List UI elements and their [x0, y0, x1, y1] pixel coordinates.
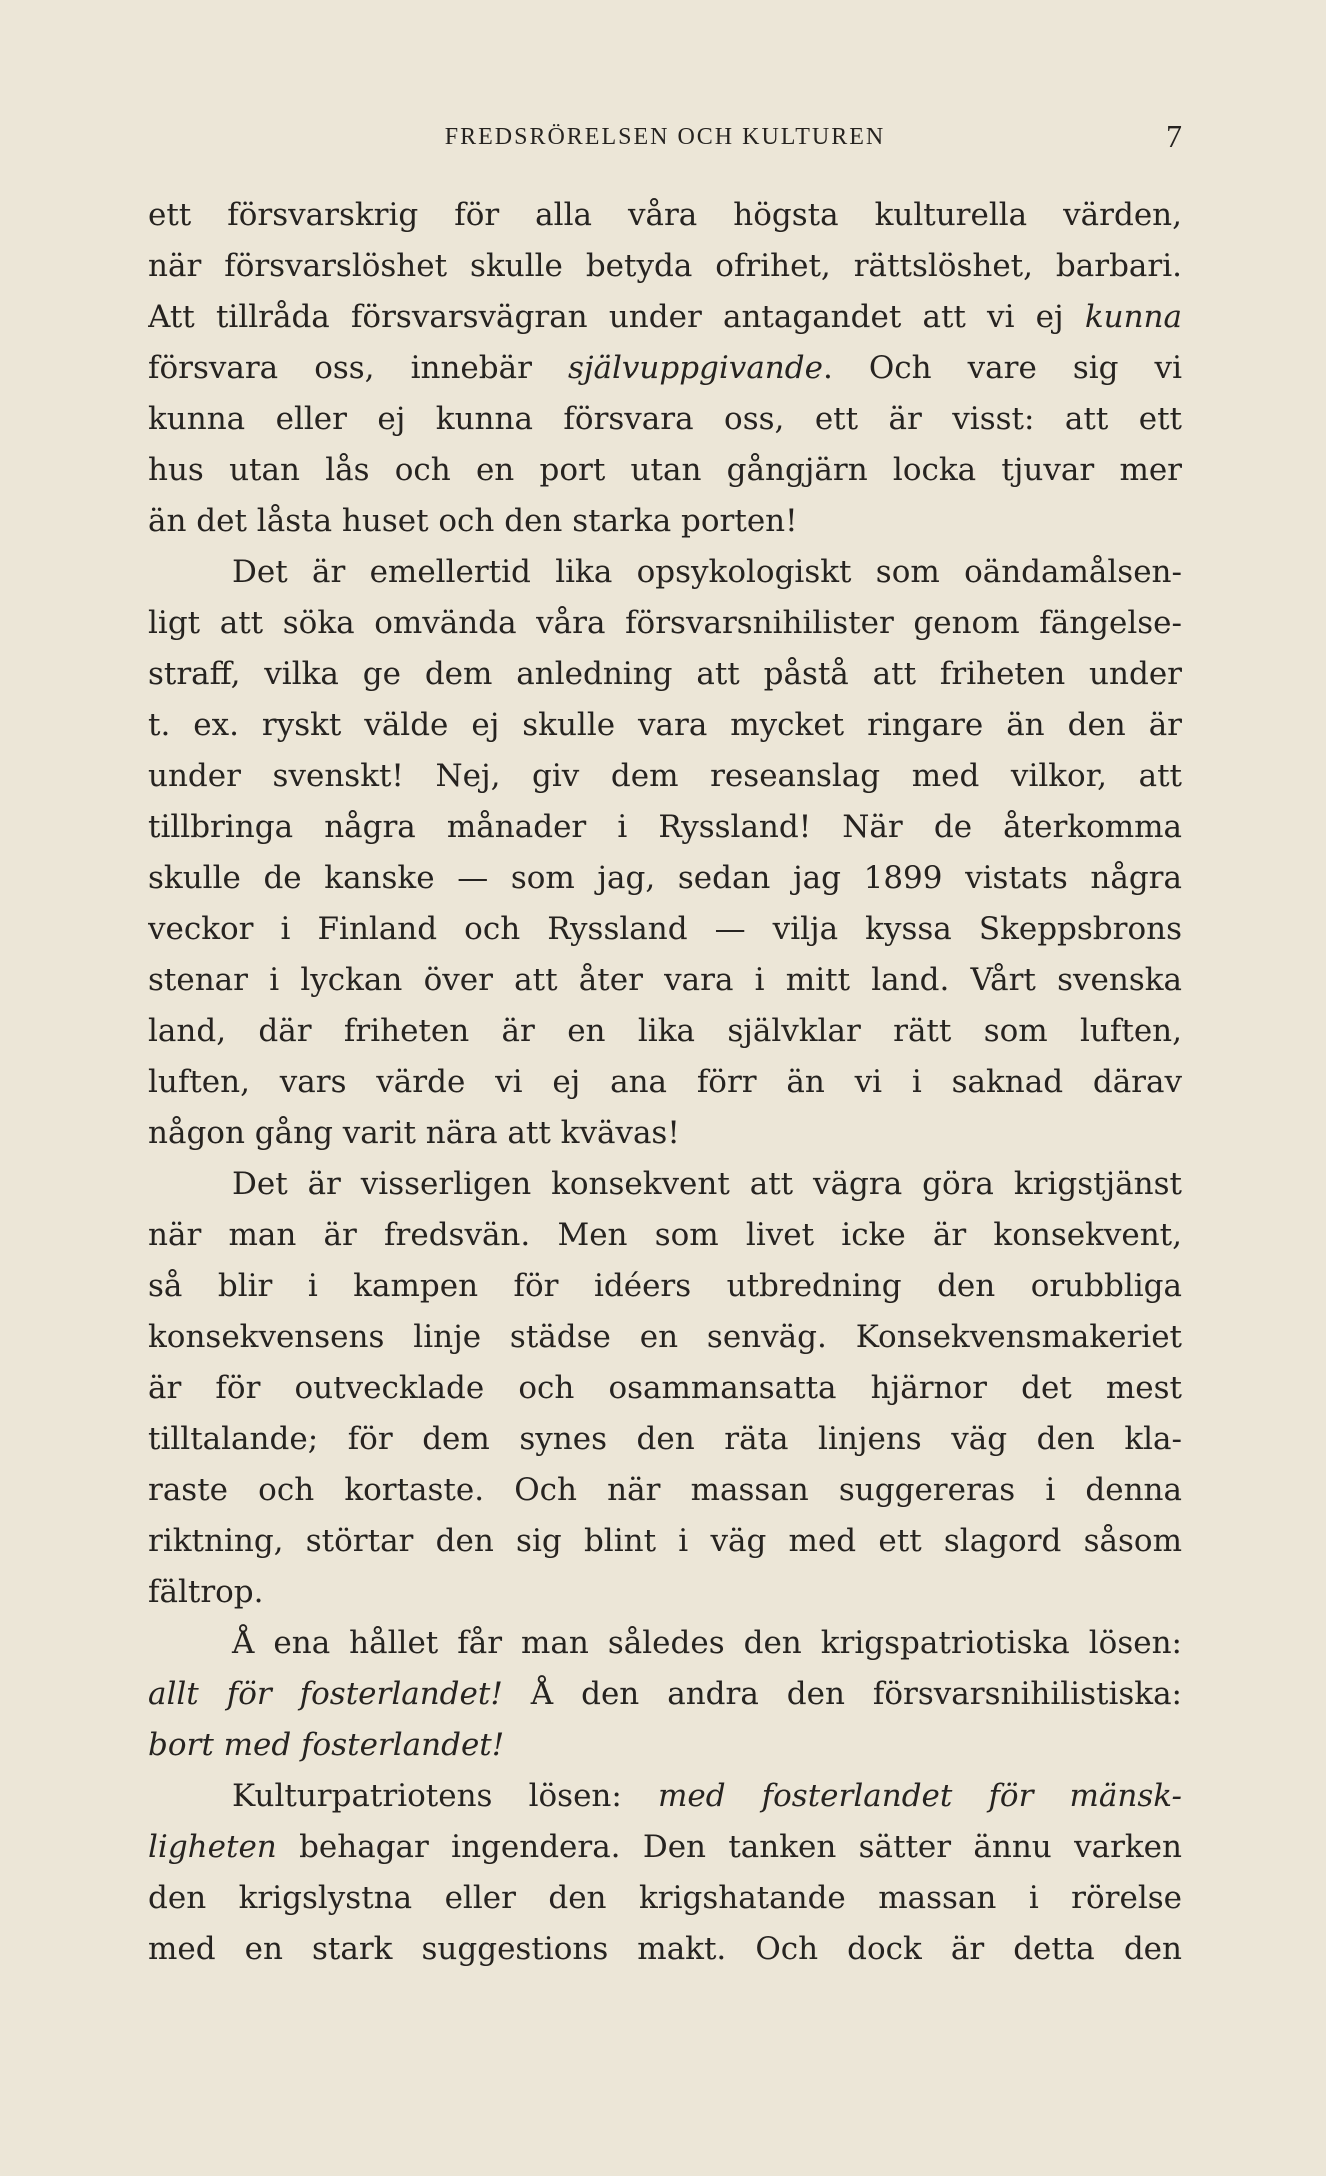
text-segment: med en stark suggestions makt. Och dock är detta den: [148, 1931, 1182, 1967]
text-line: [148, 1771, 1182, 1822]
text-line: [148, 547, 1182, 598]
text-segment: Å ena hållet får man således den krigspatriotiska lösen:: [232, 1625, 1182, 1661]
text-line: [148, 241, 1182, 292]
text-line: [148, 853, 1182, 904]
text-segment: när försvarslöshet skulle betyda ofrihet, rättslöshet, barbari.: [148, 248, 1182, 284]
text-segment: konsekvensens linje städse en senväg. Konsekvensmakeriet: [148, 1319, 1182, 1355]
text-segment: Det är visserligen konsekvent att vägra göra krigstjänst: [232, 1166, 1182, 1202]
italic-text: bort med fosterlandet!: [148, 1727, 505, 1763]
text-line: [148, 1006, 1182, 1057]
text-segment: ett försvarskrig för alla våra högsta kulturella värden,: [148, 197, 1182, 233]
text-line: [148, 1210, 1182, 1261]
text-segment: Kulturpatriotens lösen:: [232, 1778, 658, 1814]
text-segment: skulle de kanske — som jag, sedan jag 1899 vistats några: [148, 860, 1182, 896]
text-line: [148, 598, 1182, 649]
text-line: [148, 904, 1182, 955]
text-line: [148, 1873, 1182, 1924]
text-segment: försvara oss, innebär: [148, 350, 568, 386]
text-segment: Att tillråda försvarsvägran under antagandet att vi ej: [148, 299, 1085, 335]
text-segment: riktning, störtar den sig blint i väg med ett slagord såsom: [148, 1523, 1182, 1559]
page-header: [148, 118, 1182, 158]
text-segment: hus utan lås och en port utan gångjärn locka tjuvar mer: [148, 452, 1182, 488]
text-line: [148, 1057, 1182, 1108]
text-line: [148, 1924, 1182, 1975]
text-line: [148, 445, 1182, 496]
text-line: [148, 1159, 1182, 1210]
text-segment: t. ex. ryskt välde ej skulle vara mycket ringare än den är: [148, 707, 1182, 743]
page-number: 7: [1166, 118, 1182, 154]
text-segment: stenar i lyckan över att åter vara i mitt land. Vårt svenska: [148, 962, 1182, 998]
text-line: [148, 955, 1182, 1006]
text-segment: . Och vare sig vi: [822, 350, 1182, 386]
text-segment: fältrop.: [148, 1574, 264, 1610]
text-line: [148, 802, 1182, 853]
text-line: [148, 1516, 1182, 1567]
text-segment: Å den andra den försvarsnihilistiska:: [502, 1676, 1182, 1712]
text-segment: land, där friheten är en lika självklar rätt som luften,: [148, 1013, 1182, 1049]
text-segment: kunna eller ej kunna försvara oss, ett är visst: att ett: [148, 401, 1182, 437]
text-line: [148, 1108, 1182, 1159]
text-segment: så blir i kampen för idéers utbredning den orubbliga: [148, 1268, 1182, 1304]
text-line: [148, 292, 1182, 343]
text-line: [148, 343, 1182, 394]
text-segment: är för outvecklade och osammansatta hjärnor det mest: [148, 1370, 1182, 1406]
text-segment: straff, vilka ge dem anledning att påstå att friheten under: [148, 656, 1182, 692]
text-line: [148, 1669, 1182, 1720]
italic-text: med fosterlandet för mänsk-: [657, 1778, 1182, 1814]
text-line: [148, 496, 1182, 547]
text-line: [148, 1414, 1182, 1465]
italic-text: allt för fosterlandet!: [148, 1676, 503, 1712]
text-segment: veckor i Finland och Ryssland — vilja kyssa Skeppsbrons: [148, 911, 1182, 947]
text-segment: ligt att söka omvända våra försvarsnihilister genom fängelse-: [148, 605, 1182, 641]
text-line: [148, 1618, 1182, 1669]
text-line: [148, 190, 1182, 241]
text-segment: när man är fredsvän. Men som livet icke är konsekvent,: [148, 1217, 1182, 1253]
text-segment: än det låsta huset och den starka porten!: [148, 503, 798, 539]
text-segment: tillbringa några månader i Ryssland! När de återkomma: [148, 809, 1182, 845]
text-segment: någon gång varit nära att kvävas!: [148, 1115, 680, 1151]
italic-text: ligheten: [148, 1829, 277, 1865]
text-line: [148, 1312, 1182, 1363]
text-segment: under svenskt! Nej, giv dem reseanslag med vilkor, att: [148, 758, 1182, 794]
text-segment: raste och kortaste. Och när massan suggereras i denna: [148, 1472, 1182, 1508]
text-segment: behagar ingendera. Den tanken sätter ännu varken: [276, 1829, 1182, 1865]
text-line: [148, 1261, 1182, 1312]
text-segment: tilltalande; för dem synes den räta linjens väg den kla-: [148, 1421, 1182, 1457]
text-line: [148, 394, 1182, 445]
text-segment: luften, vars värde vi ej ana förr än vi i saknad därav: [148, 1064, 1182, 1100]
text-line: [148, 1567, 1182, 1618]
text-line: [148, 1465, 1182, 1516]
text-segment: den krigslystna eller den krigshatande massan i rörelse: [148, 1880, 1182, 1916]
italic-text: kunna: [1084, 299, 1182, 335]
text-line: [148, 1822, 1182, 1873]
text-line: [148, 1720, 1182, 1771]
text-segment: Det är emellertid lika opsykologiskt som oändamålsen-: [232, 554, 1182, 590]
italic-text: självuppgivande: [567, 350, 823, 386]
running-head: FREDSRÖRELSEN OCH KULTUREN: [444, 124, 886, 150]
text-line: [148, 751, 1182, 802]
text-line: [148, 649, 1182, 700]
text-line: [148, 1363, 1182, 1414]
body-text: [148, 190, 1182, 1975]
text-line: [148, 700, 1182, 751]
